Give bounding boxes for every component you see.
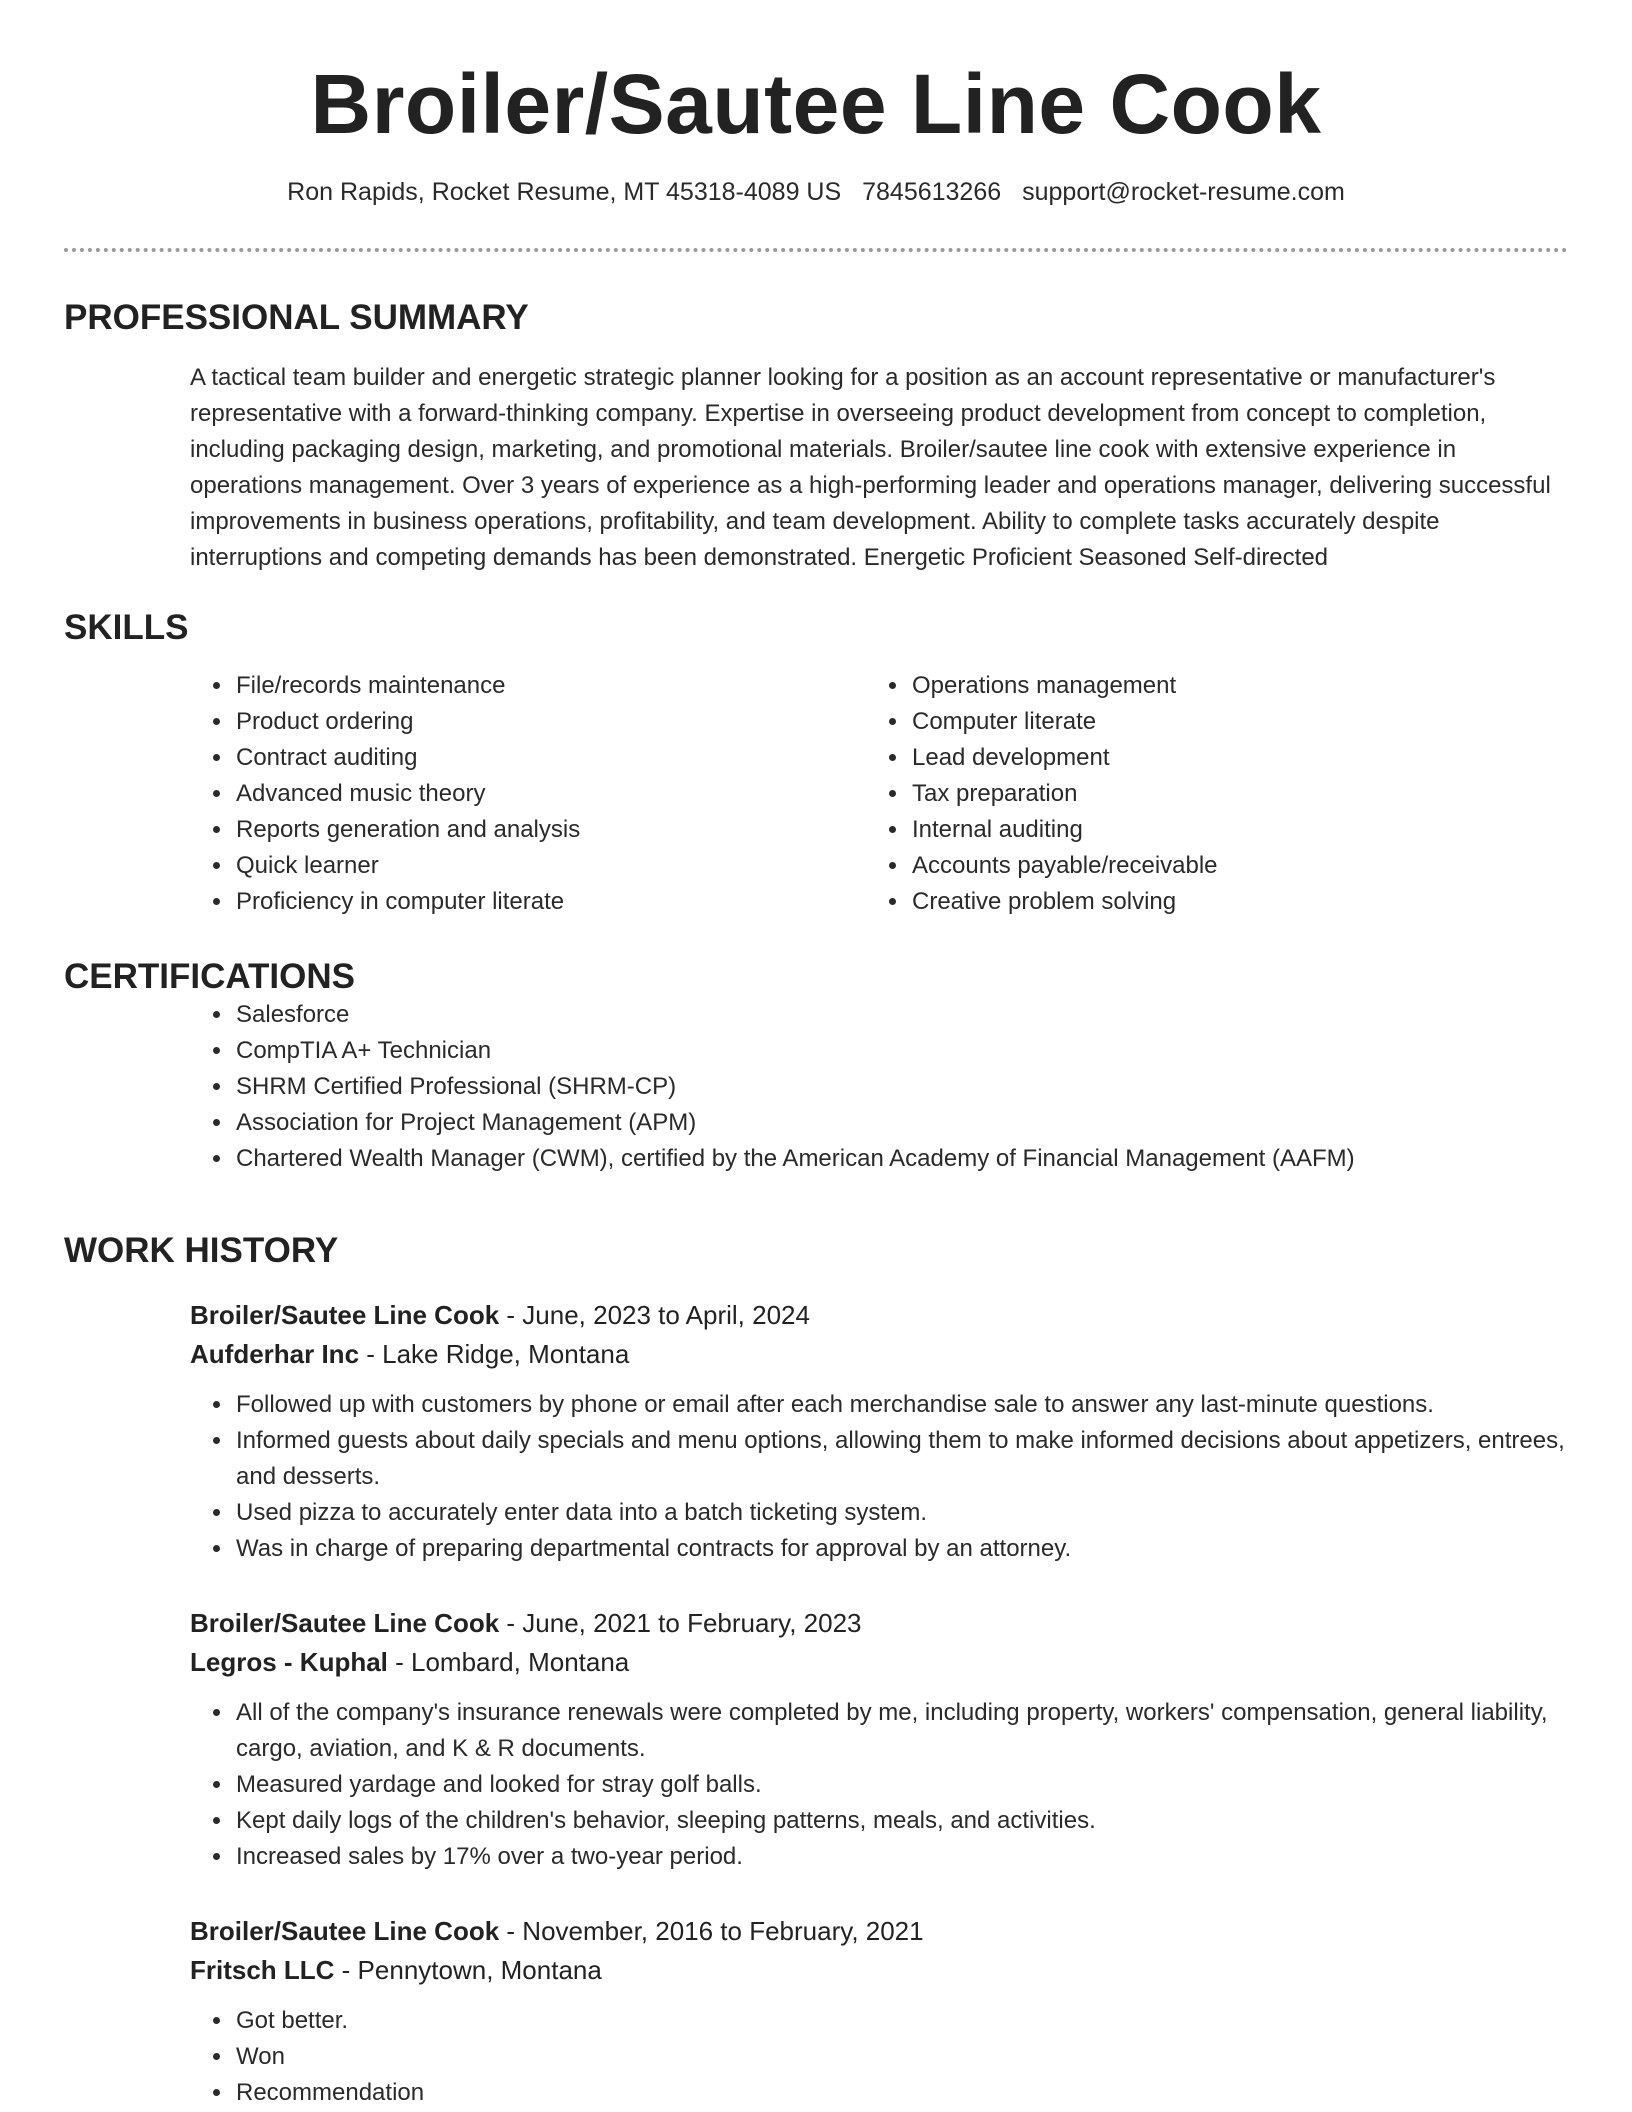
- job-duties-list: [190, 2003, 1568, 2111]
- certifications-section: [64, 957, 1568, 1177]
- job-dates: - June, 2023 to April, 2024: [499, 1300, 810, 1330]
- skill-item: • Reports generation and analysis: [234, 812, 744, 848]
- skills-heading: SKILLS: [64, 608, 189, 647]
- job-company-line: [190, 1643, 1568, 1682]
- skill-item: • Operations management: [910, 668, 1420, 704]
- skills-list-right: [744, 668, 1420, 920]
- job-duty: • Kept daily logs of the children's behavior, sleeping patterns, meals, and activities.: [234, 1803, 1568, 1839]
- job-duties-list: [190, 1387, 1568, 1567]
- job-duty: • Followed up with customers by phone or email after each merchandise sale to answer any last-minute questions.: [234, 1387, 1568, 1423]
- contact-email: support@rocket-resume.com: [1022, 178, 1345, 206]
- job-location: - Lake Ridge, Montana: [359, 1339, 630, 1369]
- skill-item: • Lead development: [910, 740, 1420, 776]
- skill-item: • File/records maintenance: [234, 668, 744, 704]
- certification-item: • CompTIA A+ Technician: [234, 1033, 1568, 1069]
- summary-heading: PROFESSIONAL SUMMARY: [64, 298, 529, 337]
- skill-item: • Creative problem solving: [910, 884, 1420, 920]
- job-location: - Lombard, Montana: [387, 1647, 630, 1677]
- job-title-line: [190, 1604, 1568, 1643]
- job-title-line: [190, 1296, 1568, 1335]
- job-role: Broiler/Sautee Line Cook: [190, 1608, 500, 1638]
- contact-line: [0, 176, 1632, 208]
- job-location: - Pennytown, Montana: [334, 1955, 602, 1985]
- job-duties-list: [190, 1695, 1568, 1875]
- resume-header: [0, 0, 1632, 208]
- job-company: Aufderhar Inc: [190, 1339, 360, 1369]
- job-dates: - June, 2021 to February, 2023: [499, 1608, 862, 1638]
- job-role: Broiler/Sautee Line Cook: [190, 1916, 500, 1946]
- job-company-line: [190, 1951, 1568, 1990]
- certifications-list: [64, 997, 1568, 1177]
- skill-item: • Product ordering: [234, 704, 744, 740]
- job-duty: • Got better.: [234, 2003, 1568, 2039]
- work-history-heading: WORK HISTORY: [64, 1231, 339, 1270]
- job-duty: • Won: [234, 2039, 1568, 2075]
- candidate-name: Broiler/Sautee Line Cook: [310, 57, 1322, 151]
- job-duty: • Increased sales by 17% over a two-year period.: [234, 1839, 1568, 1875]
- job-title-line: [190, 1912, 1568, 1951]
- job-company-line: [190, 1335, 1568, 1374]
- skill-item: • Proficiency in computer literate: [234, 884, 744, 920]
- skill-item: • Contract auditing: [234, 740, 744, 776]
- job-duty: • Recommendation: [234, 2075, 1568, 2111]
- skill-item: • Tax preparation: [910, 776, 1420, 812]
- job-entry: [64, 1912, 1568, 2111]
- header-divider: [64, 248, 1568, 252]
- job-entry: [64, 1604, 1568, 1875]
- job-duty: • Measured yardage and looked for stray golf balls.: [234, 1767, 1568, 1803]
- certification-item: • SHRM Certified Professional (SHRM-CP): [234, 1069, 1568, 1105]
- skills-columns: [64, 668, 1568, 920]
- job-entry: [64, 1296, 1568, 1567]
- certification-item: • Chartered Wealth Manager (CWM), certified by the American Academy of Financial Management (AAFM): [234, 1141, 1568, 1177]
- job-duty: • Used pizza to accurately enter data into a batch ticketing system.: [234, 1495, 1568, 1531]
- skills-section: [64, 608, 1568, 920]
- contact-phone: 7845613266: [862, 178, 1002, 206]
- job-duty: • All of the company's insurance renewals were completed by me, including property, workers' compensation, general liability, cargo, aviation, and K & R documents.: [234, 1695, 1568, 1767]
- job-duty: • Was in charge of preparing departmental contracts for approval by an attorney.: [234, 1531, 1568, 1567]
- job-role: Broiler/Sautee Line Cook: [190, 1300, 500, 1330]
- certification-item: • Salesforce: [234, 997, 1568, 1033]
- job-duty: • Informed guests about daily specials and menu options, allowing them to make informed decisions about appetizers, entrees, and desserts.: [234, 1423, 1568, 1495]
- skill-item: • Quick learner: [234, 848, 744, 884]
- skill-item: • Computer literate: [910, 704, 1420, 740]
- skill-item: • Internal auditing: [910, 812, 1420, 848]
- skill-item: • Accounts payable/receivable: [910, 848, 1420, 884]
- job-company: Legros - Kuphal: [190, 1647, 388, 1677]
- summary-section: [64, 298, 1568, 576]
- skills-list-left: [64, 668, 744, 920]
- contact-address: Ron Rapids, Rocket Resume, MT 45318-4089 US: [287, 178, 842, 206]
- certifications-heading: CERTIFICATIONS: [64, 957, 356, 996]
- certification-item: • Association for Project Management (APM): [234, 1105, 1568, 1141]
- work-history-section: [64, 1231, 1568, 1271]
- job-dates: - November, 2016 to February, 2021: [499, 1916, 924, 1946]
- skill-item: • Advanced music theory: [234, 776, 744, 812]
- summary-text: A tactical team builder and energetic strategic planner looking for a position as an account representative or manufacturer's representative with a forward-thinking company. Expertise in overseeing product development from concept to completion, including packaging design, marketing, and promotional materials. Broiler/sautee line cook with extensive experience in operations management. Over 3 years of experience as a high-performing leader and operations manager, delivering successful improvements in business operations, profitability, and team development. Ability to complete tasks accurately despite interruptions and competing demands has been demonstrated. Energetic Proficient Seasoned Self-directed: [190, 364, 1551, 571]
- job-company: Fritsch LLC: [190, 1955, 335, 1985]
